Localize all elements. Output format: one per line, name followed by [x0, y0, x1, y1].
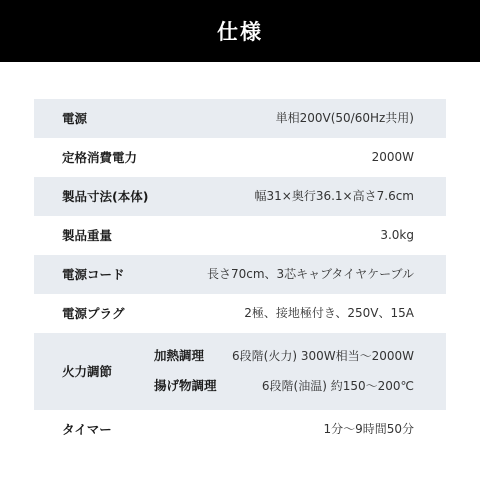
- spec-row-power-supply: [34, 99, 446, 138]
- spec-table: [34, 99, 446, 449]
- spec-label: 電源: [62, 111, 88, 126]
- spec-subrow-frying: [154, 372, 414, 400]
- spec-label: 電源コード: [62, 267, 125, 282]
- spec-value: 3.0kg: [380, 228, 414, 242]
- spec-label: 定格消費電力: [62, 150, 138, 165]
- spec-value: 2極、接地極付き、250V、15A: [244, 306, 414, 320]
- spec-label: 製品重量: [62, 228, 113, 243]
- spec-value: 幅31×奥行36.1×高さ7.6cm: [254, 189, 414, 203]
- spec-row-power-cord: [34, 255, 446, 294]
- spec-row-weight: [34, 216, 446, 255]
- spec-value: 単相200V(50/60Hz共用): [275, 111, 414, 125]
- spec-row-heat-control: [34, 333, 446, 410]
- spec-label: 製品寸法(本体): [62, 189, 149, 204]
- spec-row-power-plug: [34, 294, 446, 333]
- page-title: 仕様: [217, 20, 263, 44]
- spec-subrow-heating: [154, 342, 414, 370]
- spec-label: 火力調節: [62, 364, 113, 379]
- spec-subvalue: 6段階(油温) 約150～200℃: [261, 379, 414, 393]
- spec-value: 2000W: [371, 150, 414, 164]
- spec-row-timer: [34, 410, 446, 449]
- spec-sublabel: 揚げ物調理: [154, 378, 217, 393]
- header-bar: [0, 0, 480, 62]
- spec-value: 長さ70cm、3芯キャブタイヤケーブル: [206, 267, 414, 281]
- spec-sublabel: 加熱調理: [154, 348, 205, 363]
- spec-label: 電源プラグ: [62, 306, 125, 321]
- spec-row-dimensions: [34, 177, 446, 216]
- spec-subvalue: 6段階(火力) 300W相当～2000W: [232, 349, 414, 363]
- spec-label: タイマー: [62, 422, 112, 437]
- spec-value: 1分～9時間50分: [323, 422, 414, 436]
- spec-row-rated-power: [34, 138, 446, 177]
